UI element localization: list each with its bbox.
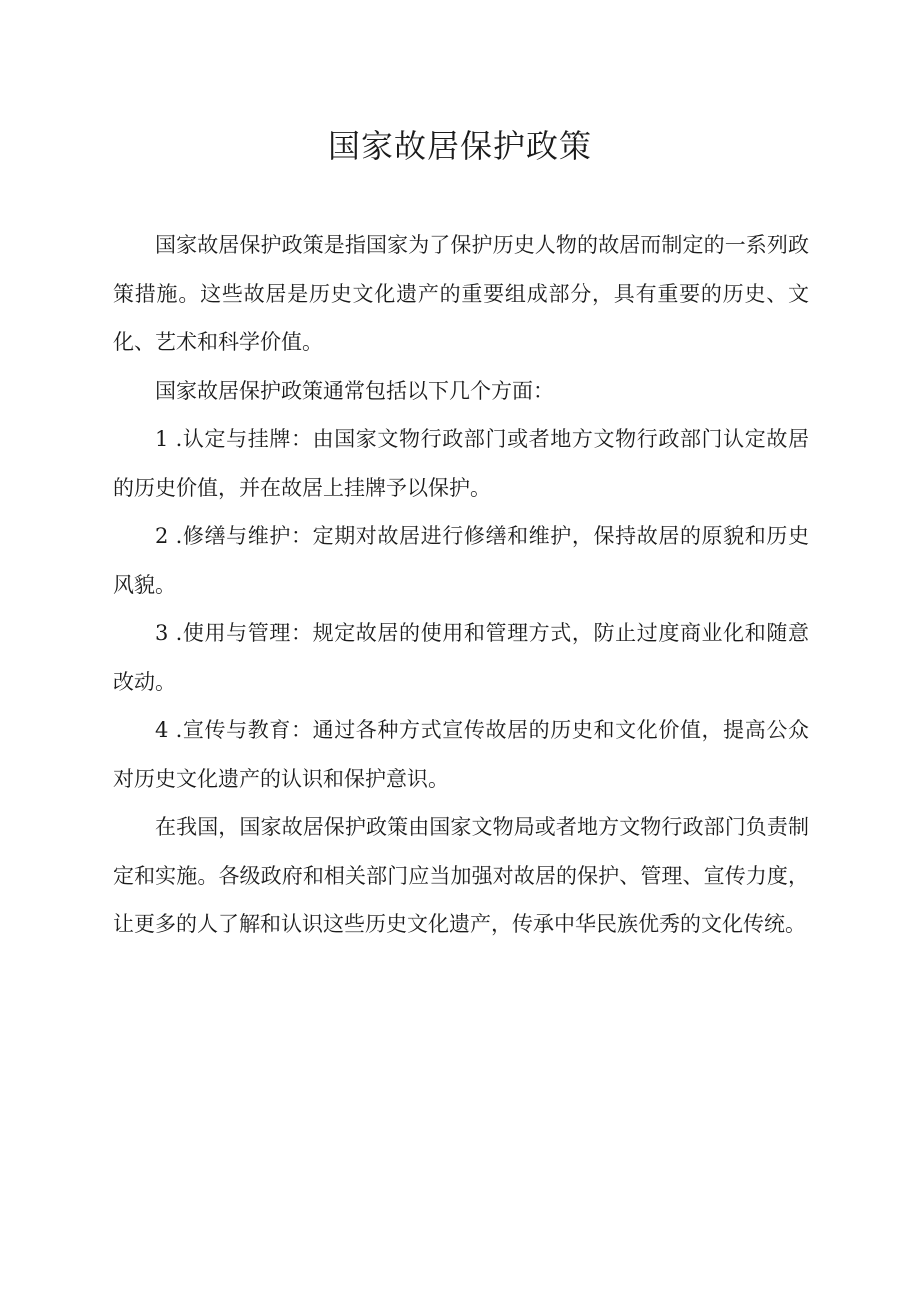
document-title: 国家故居保护政策 [327,127,592,165]
paragraph-conclusion: 在我国，国家故居保护政策由国家文物局或者地方文物行政部门负责制定和实施。各级政府和相关部门应当加强对故居的保护、管理、宣传力度，让更多的人了解和认识这些历史文化遗产，传承中华民族优秀的文化传统。 [113,815,809,936]
paragraph-item-1: 1 .认定与挂牌：由国家文物行政部门或者地方文物行政部门认定故居的历史价值，并在故居上挂牌予以保护。 [113,427,809,500]
paragraph-aspects-heading: 国家故居保护政策通常包括以下几个方面： [155,378,554,403]
document-body [113,221,809,949]
paragraph-item-2: 2 .修缮与维护：定期对故居进行修缮和维护，保持故居的原貌和历史风貌。 [113,524,809,597]
paragraph-intro: 国家故居保护政策是指国家为了保护历史人物的故居而制定的一系列政策措施。这些故居是历史文化遗产的重要组成部分，具有重要的历史、文化、艺术和科学价值。 [113,233,809,354]
paragraph-item-4: 4 .宣传与教育：通过各种方式宣传故居的历史和文化价值，提高公众对历史文化遗产的认识和保护意识。 [113,718,809,791]
paragraph-item-3: 3 .使用与管理：规定故居的使用和管理方式，防止过度商业化和随意改动。 [113,621,809,694]
